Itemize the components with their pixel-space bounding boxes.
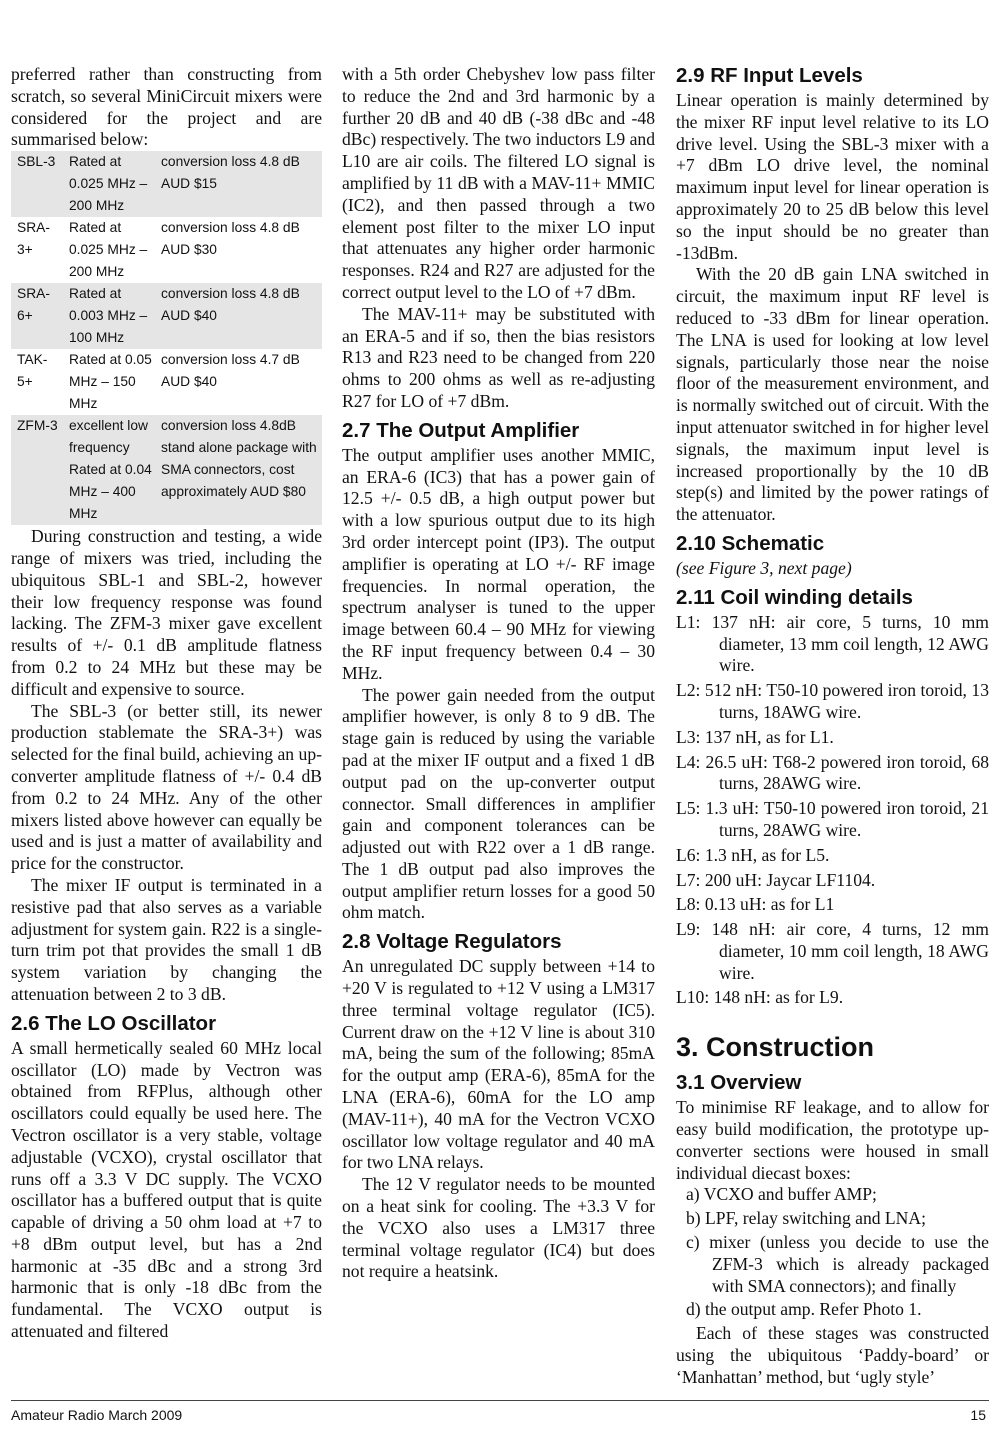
mixer-spec: conversion loss 4.8 dB AUD $40	[158, 283, 322, 349]
paragraph: To minimise RF leakage, and to allow for easy build modification, the prototype up-converter sections were housed in small individual diecast boxes:	[676, 1097, 989, 1183]
footer-divider	[11, 1400, 989, 1401]
paragraph: preferred rather than constructing from scratch, so several MiniCircuit mixers were considered for the project and are summarised below:	[11, 64, 322, 150]
section-heading: 2.6 The LO Oscillator	[11, 1011, 217, 1035]
mixer-rating: excellent low frequency Rated at 0.04 MHz – 400 MHz	[66, 415, 158, 525]
footer-publication: Amateur Radio March 2009	[11, 1407, 183, 1423]
mixer-model: ZFM-3	[11, 415, 66, 525]
paragraph: The MAV-11+ may be substituted with an ERA-5 and if so, then the bias resistors R13 and R23 need to be changed from 220 ohms to 200 ohms as well as re-adjusting R27 for LO of +7 dBm.	[342, 303, 655, 411]
list-item: d) the output amp. Refer Photo 1.	[686, 1299, 922, 1320]
section-heading: 2.8 Voltage Regulators	[342, 930, 562, 954]
section-heading: 2.9 RF Input Levels	[676, 64, 863, 87]
coil-item: L6: 1.3 nH, as for L5.	[676, 844, 830, 865]
mixer-spec: conversion loss 4.8dB stand alone package with SMA connectors, cost approximately AUD $80	[158, 415, 322, 525]
paragraph: The mixer IF output is terminated in a resistive pad that also serves as a variable adjustment for system gain. R22 is a single-turn trim pot that provides the small 1 dB system variation by changing the attenuation between 2 to 3 dB.	[11, 874, 322, 1004]
mixer-spec: conversion loss 4.8 dB AUD $30	[161, 220, 300, 258]
table-row	[11, 349, 322, 415]
table-row	[11, 217, 322, 283]
list-item: c) mixer (unless you decide to use the ZFM-3 which is already packaged with SMA connectors); and finally	[686, 1232, 989, 1296]
paragraph: A small hermetically sealed 60 MHz local oscillator (LO) made by Vectron was obtained from RFPlus, although other oscillators could equally be used here. The Vectron oscillator is a very stable, voltage adjustable (VCXO), crystal oscillator that runs off a 3.3 V DC supply. The VCXO oscillator has a buffered output that is quite capable of driving a 50 ohm load at +7 to +8 dBm output level, but has a 2nd harmonic at -35 dBc and a strong 3rd harmonic that is only -18 dBc from the fundamental. The VCXO output is attenuated and filtered	[11, 1037, 322, 1342]
list-item: b) LPF, relay switching and LNA;	[686, 1208, 926, 1229]
section-heading: 2.11 Coil winding details	[676, 585, 913, 609]
coil-item: L7: 200 uH: Jaycar LF1104.	[676, 869, 876, 890]
column-3	[676, 64, 989, 1389]
paragraph: An unregulated DC supply between +14 to +20 V is regulated to +12 V using a LM317 three terminal voltage regulator (IC5). Current draw on the +12 V line is about 310 mA, being the sum of the following; 85mA for the output amp (ERA-6), 85mA for the LNA (ERA-6), 60mA for the LO amp (MAV-11+), 40 mA for the Vectron VCXO oscillator low voltage regulator and 40 mA for two LNA relays.	[342, 956, 655, 1173]
coil-item: L4: 26.5 uH: T68-2 powered iron toroid, 68 turns, 28AWG wire.	[676, 751, 989, 794]
mixer-rating: Rated at 0.025 MHz – 200 MHz	[66, 151, 158, 217]
table-row	[11, 283, 322, 349]
coil-item: L2: 512 nH: T50-10 powered iron toroid, 13 turns, 18AWG wire.	[676, 680, 989, 722]
page-number: 15	[970, 1407, 986, 1423]
coil-item: L9: 148 nH: air core, 4 turns, 12 mm diameter, 10 mm coil length, 18 AWG wire.	[676, 919, 989, 983]
mixer-model: SRA-3+	[17, 220, 50, 258]
mixer-model: SRA-6+	[11, 283, 66, 349]
table-row	[11, 415, 322, 525]
coil-item: L10: 148 nH: as for L9.	[676, 987, 844, 1008]
paragraph: The power gain needed from the output amplifier however, is only 8 to 9 dB. The stage gain is reduced by using the variable pad at the mixer IF output and a fixed 1 dB output pad on the up-converter output connector. Small differences in amplifier gain and component tolerances can be adjusted out with R22 over a 1 dB range. The 1 dB output pad also improves the output amplifier return losses for a good 50 ohm match.	[342, 684, 655, 923]
coil-item: L5: 1.3 uH: T50-10 powered iron toroid, 21 turns, 28AWG wire.	[676, 798, 989, 840]
section-heading: 2.7 The Output Amplifier	[342, 418, 580, 442]
mixer-spec: conversion loss 4.7 dB AUD $40	[161, 352, 300, 390]
section-heading: 2.10 Schematic	[676, 531, 825, 555]
table-row	[11, 151, 322, 217]
paragraph: The SBL-3 (or better still, its newer production stablemate the SRA-3+) was selected for the final build, achieving an up-converter amplitude flatness of +/- 0.4 dB from 0.2 to 24 MHz. Any of the other mixers listed above however can equally be used and is just a matter of availability and price for the constructor.	[11, 700, 322, 874]
mixer-model: SBL-3	[11, 151, 66, 217]
coil-item: L8: 0.13 uH: as for L1	[676, 894, 835, 915]
paragraph: During construction and testing, a wide range of mixers was tried, including the ubiquitous SBL-1 and SBL-2, however their low frequency response was found lacking. The ZFM-3 mixer gave excellent results of +/- 0.1 dB amplitude flatness from 0.2 to 24 MHz but these may be difficult and expensive to source.	[11, 526, 322, 699]
mixer-table	[11, 151, 322, 525]
paragraph: The output amplifier uses another MMIC, an ERA-6 (IC3) that has a power gain of 12.5 +/- 0.5 dB, a high output power but with a low spurious output due to its high 3rd order intercept point (IP3). The output amplifier is operating at LO +/- RF image frequencies. In normal operation, the spectrum analyser is tuned to the upper image between 60.4 – 90 MHz for viewing the RF input frequency between 0.4 – 30 MHz.	[342, 444, 655, 683]
chapter-heading: 3. Construction	[676, 1032, 875, 1063]
list-item: a) VCXO and buffer AMP;	[686, 1184, 877, 1205]
paragraph: With the 20 dB gain LNA switched in circuit, the maximum input RF level is reduced to -33 dBm for linear operation. The LNA is used for looking at low level signals, particularly those near the noise floor of the measurement environment, and is normally switched out of circuit. With the input attenuator switched in for higher level signals, the maximum input level is increased proportionally by the 10 dB step(s) and limited by the power ratings of the attenuator.	[676, 264, 989, 525]
mixer-rating: Rated at 0.05 MHz – 150 MHz	[69, 352, 152, 412]
paragraph: with a 5th order Chebyshev low pass filter to reduce the 2nd and 3rd harmonic by a further 20 dB and 40 dB (-38 dBc and -48 dBc) respectively. The two inductors L9 and L10 are air coils. The filtered LO signal is amplified by 11 dB with a MAV-11+ MMIC (IC2), and then passed through a two element post filter to the mixer LO input that attenuates any higher order harmonic responses. R24 and R27 are adjusted for the correct output level to the LO of +7 dBm.	[342, 64, 655, 302]
paragraph: The 12 V regulator needs to be mounted on a heat sink for cooling. The +3.3 V for the VCXO also uses a LM317 three terminal voltage regulator (IC4) but does not require a heatsink.	[342, 1174, 655, 1282]
column-2	[342, 64, 655, 1283]
mixer-rating: Rated at 0.003 MHz – 100 MHz	[66, 283, 158, 349]
paragraph: Linear operation is mainly determined by the mixer RF input level relative to its LO drive level. Using the SBL-3 mixer with a +7 dBm LO drive level, the nominal maximum input level for linear operation is approximately 20 to 25 dB below this level so the input should be no greater than -13dBm.	[676, 90, 989, 263]
coil-item: L3: 137 nH, as for L1.	[676, 726, 834, 747]
paragraph: Each of these stages was constructed using the ubiquitous ‘Paddy-board’ or ‘Manhattan’ method, but ‘ugly style’	[676, 1323, 989, 1387]
mixer-rating: Rated at 0.025 MHz – 200 MHz	[69, 220, 148, 280]
column-1	[11, 64, 322, 1343]
coil-item: L1: 137 nH: air core, 5 turns, 10 mm diameter, 13 mm coil length, 12 AWG wire.	[676, 611, 989, 676]
section-heading: 3.1 Overview	[676, 1071, 802, 1095]
figure-reference: (see Figure 3, next page)	[676, 557, 852, 578]
mixer-spec: conversion loss 4.8 dB AUD $15	[158, 151, 322, 217]
mixer-model: TAK-5+	[17, 352, 48, 390]
